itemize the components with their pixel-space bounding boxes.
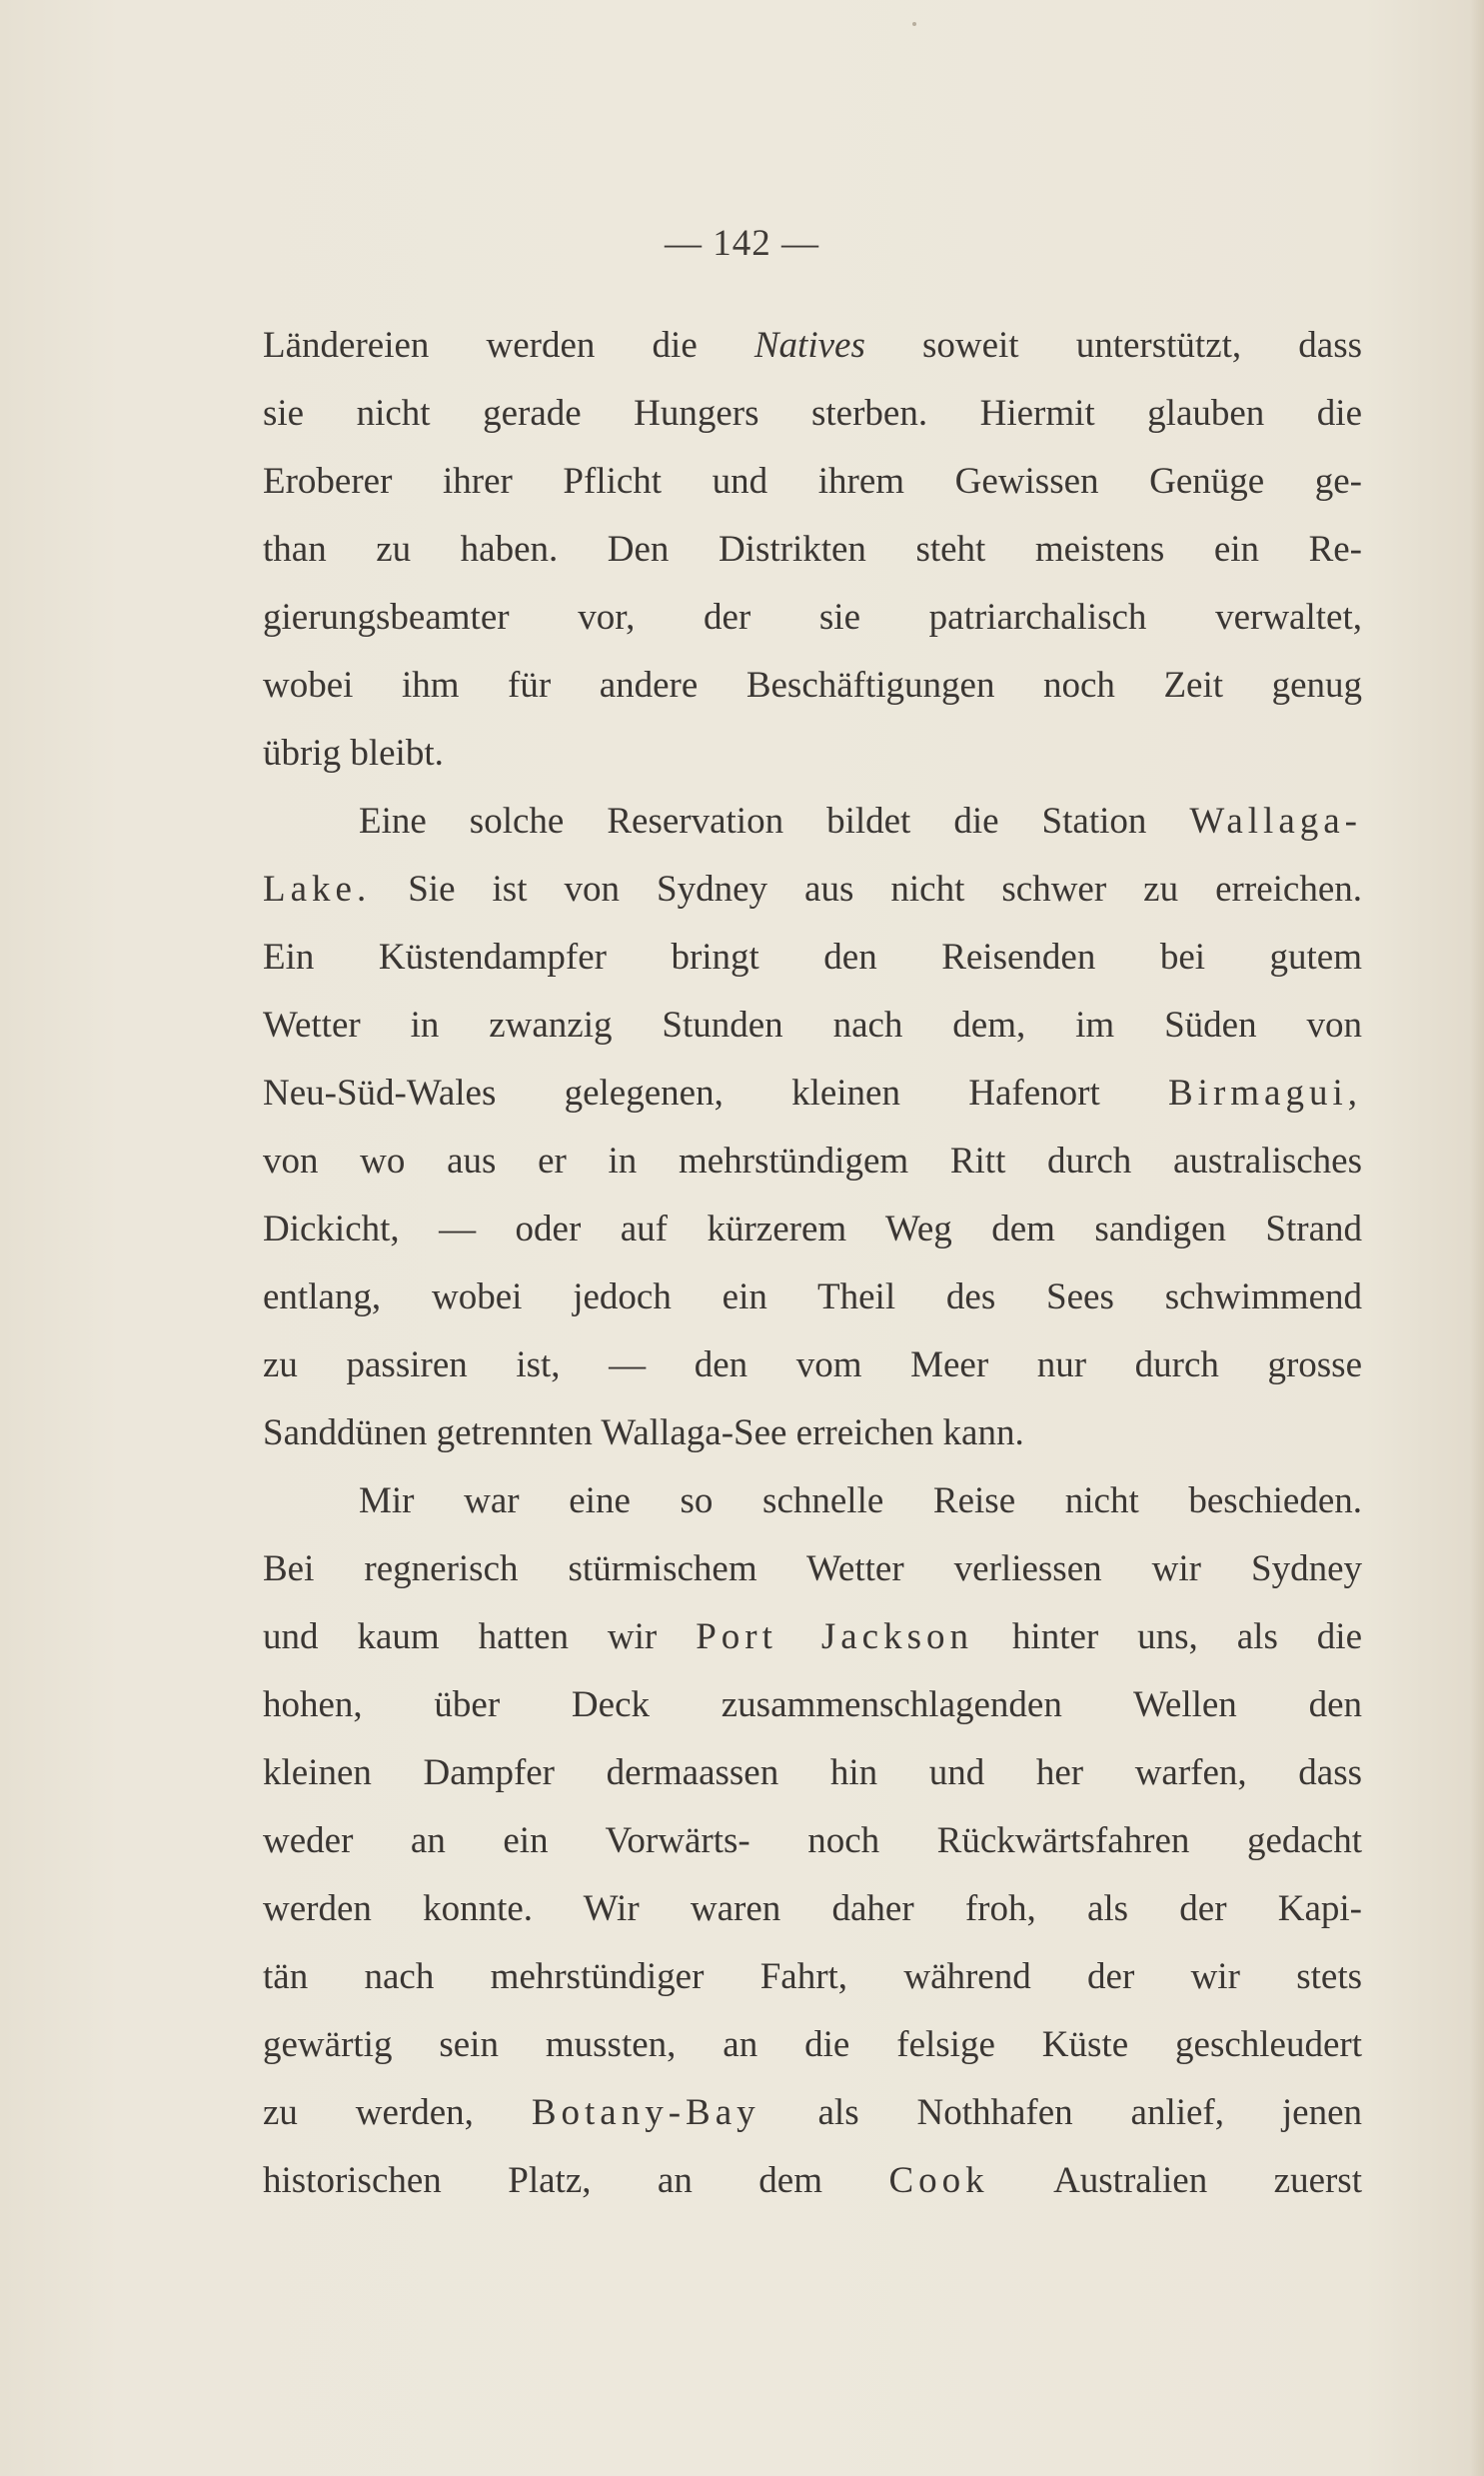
text-run: Bei regnerisch stürmischem Wetter verliessen wir Sydney xyxy=(263,1548,1362,1589)
text-run: than zu haben. Den Distrikten steht meistens ein Re- xyxy=(263,529,1362,570)
text-run: kleinen Dampfer dermaassen hin und her warfen, dass xyxy=(263,1752,1362,1793)
text-run: sie nicht gerade Hungers sterben. Hiermit glauben die xyxy=(263,393,1362,434)
text-line xyxy=(263,448,1362,516)
text-line xyxy=(263,1671,1362,1739)
spaced-name: Birmagui, xyxy=(1167,1073,1362,1114)
text-line xyxy=(263,1807,1362,1875)
text-run: und kaum hatten wir xyxy=(263,1616,697,1657)
text-run: Ein Küstendampfer bringt den Reisenden bei gutem xyxy=(263,937,1362,978)
text-run: Sanddünen getrennten Wallaga-See erreichen kann. xyxy=(263,1412,1024,1453)
text-run: Neu-Süd-Wales gelegenen, kleinen Hafenort xyxy=(263,1073,1168,1114)
text-line xyxy=(263,1331,1362,1399)
text-run: historischen Platz, an dem xyxy=(263,2160,889,2201)
page-number: — 142 — xyxy=(665,223,819,264)
text-line xyxy=(263,1060,1362,1128)
text-line xyxy=(263,516,1362,584)
text-line xyxy=(263,1467,1362,1535)
text-run: Australien zuerst xyxy=(988,2160,1362,2201)
text-run: Dickicht, — oder auf kürzerem Weg dem sandigen Strand xyxy=(263,1209,1362,1249)
text-run: weder an ein Vorwärts- noch Rückwärtsfahren gedacht xyxy=(263,1820,1362,1861)
spaced-name: Cook xyxy=(888,2160,989,2201)
text-run: als Nothhafen anlief, jenen xyxy=(759,2092,1362,2133)
text-run: gewärtig sein mussten, an die felsige Küste geschleudert xyxy=(263,2024,1362,2065)
text-run: hinter uns, als die xyxy=(972,1616,1362,1657)
text-line xyxy=(263,652,1362,720)
text-line xyxy=(263,1128,1362,1196)
text-line xyxy=(263,788,1362,856)
text-run: zu werden, xyxy=(263,2092,532,2133)
text-run: Ländereien werden die xyxy=(263,325,754,366)
text-run: Sie ist von Sydney aus nicht schwer zu erreichen. xyxy=(371,869,1362,910)
text-run: übrig bleibt. xyxy=(263,733,444,774)
text-run: werden konnte. Wir waren daher froh, als der Kapi- xyxy=(263,1888,1362,1929)
text-run: Mir war eine so schnelle Reise nicht beschieden. xyxy=(359,1480,1362,1521)
text-run: wobei ihm für andere Beschäftigungen noch Zeit genug xyxy=(263,665,1362,706)
text-run: Eine solche Reservation bildet die Station xyxy=(359,801,1190,842)
text-run: Eroberer ihrer Pflicht und ihrem Gewissen Genüge ge- xyxy=(263,461,1362,502)
text-run: soweit unterstützt, dass xyxy=(864,325,1362,366)
text-line xyxy=(263,312,1362,380)
text-line xyxy=(263,856,1362,924)
text-run: gierungsbeamter vor, der sie patriarchalisch verwaltet, xyxy=(263,597,1362,638)
paper-speck xyxy=(912,22,916,26)
text-line xyxy=(263,2147,1362,2215)
text-run: zu passiren ist, — den vom Meer nur durch grosse xyxy=(263,1344,1362,1385)
text-line xyxy=(263,1603,1362,1671)
text-line xyxy=(263,1875,1362,1943)
italic-term: Natives xyxy=(753,325,865,366)
text-run: hohen, über Deck zusammenschlagenden Wellen den xyxy=(263,1684,1362,1725)
text-line xyxy=(263,1263,1362,1331)
text-line xyxy=(263,1535,1362,1603)
text-run: tän nach mehrstündiger Fahrt, während der wir stets xyxy=(263,1956,1362,1997)
text-line xyxy=(263,1739,1362,1807)
text-run: von wo aus er in mehrstündigem Ritt durch australisches xyxy=(263,1141,1362,1182)
spaced-name: Port Jackson xyxy=(696,1616,973,1657)
text-line xyxy=(263,992,1362,1060)
text-line xyxy=(263,924,1362,992)
text-line xyxy=(263,720,1362,788)
body-text xyxy=(263,312,1362,2215)
page-edge-shadow xyxy=(1470,0,1484,2476)
spaced-name: Botany-Bay xyxy=(531,2092,760,2133)
text-line xyxy=(263,1196,1362,1263)
text-line xyxy=(263,2011,1362,2079)
spaced-name: Lake. xyxy=(263,869,372,910)
text-run: entlang, wobei jedoch ein Theil des Sees schwimmend xyxy=(263,1276,1362,1317)
text-line xyxy=(263,1399,1362,1467)
text-line xyxy=(263,584,1362,652)
text-line xyxy=(263,2079,1362,2147)
text-line xyxy=(263,380,1362,448)
text-line xyxy=(263,1943,1362,2011)
text-run: Wetter in zwanzig Stunden nach dem, im Süden von xyxy=(263,1005,1362,1046)
spaced-name: Wallaga- xyxy=(1189,801,1362,842)
